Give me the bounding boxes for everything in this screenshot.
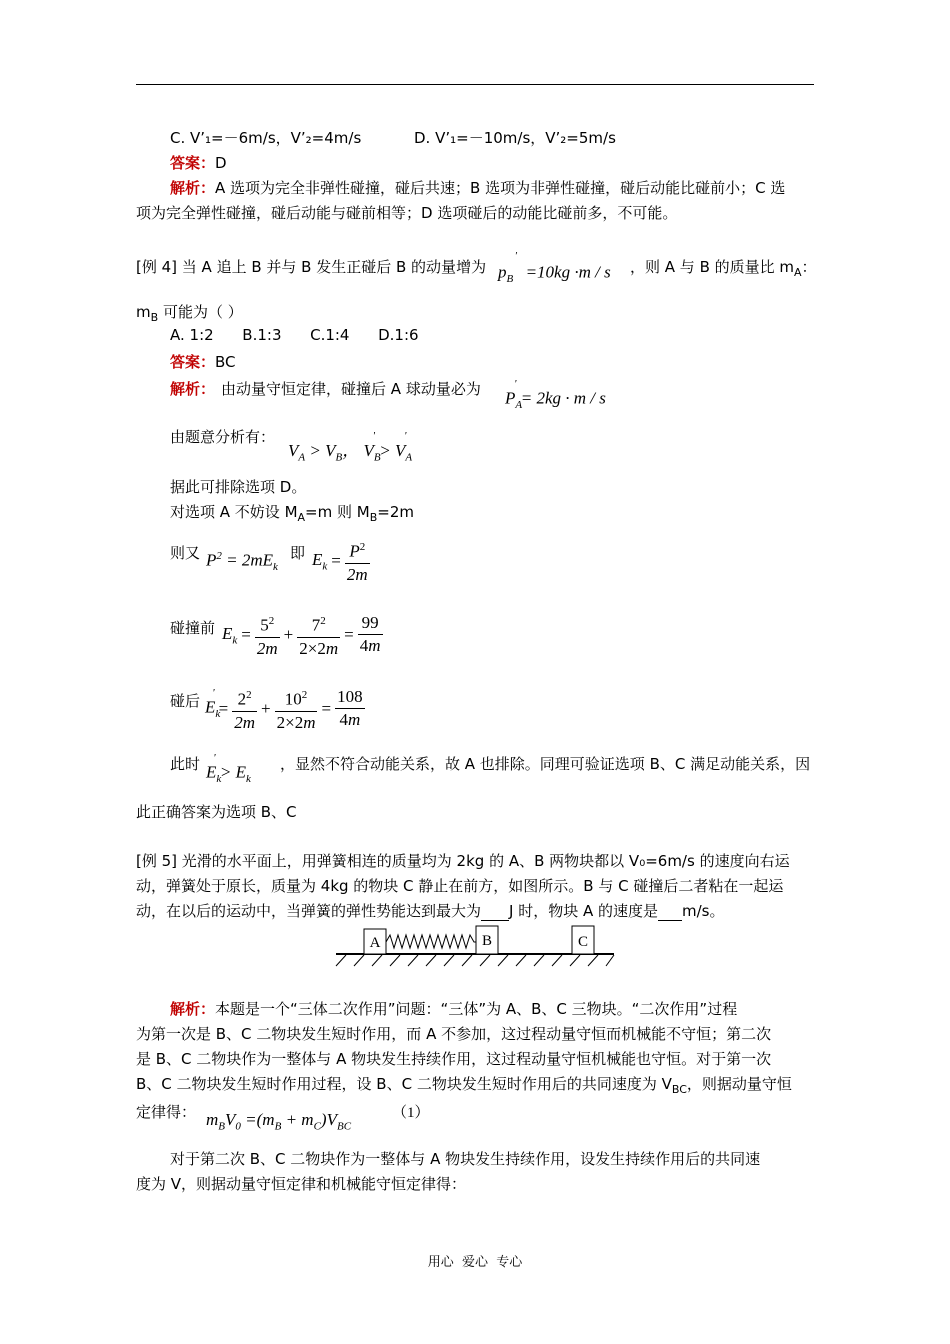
ex4-analysis: 解析： 由动量守恒定律，碰撞后 A 球动量必为 — [170, 380, 481, 398]
formula-ek: $E_k$ = $\frac{P^2}{2m}$ — [312, 536, 370, 586]
formula-pb-prime: $p_B$ ′ =10kg ·m / s — [498, 250, 611, 286]
ex5-analysis-line5: 定律得： — [136, 1103, 197, 1121]
ex4-final: 此正确答案为选项 B、C — [136, 803, 297, 821]
ex4-question-line2: $m_B$ 可能为（ ） — [136, 303, 243, 324]
equation-number: （1） — [392, 1105, 430, 1121]
ex4-before-label: 碰撞前 — [170, 619, 216, 637]
formula-pa-prime: $P_A' = 2kg \cdot m / s$ — [505, 378, 606, 412]
ex5-analysis-line1: 解析：本题是一个“三体二次作用”问题：“三体”为 A、B、C 三物块。“二次作用”过程 — [170, 1000, 738, 1018]
analysis-label: 解析： — [170, 1000, 216, 1018]
option-d: D. V’₁=－10m/s，V’₂=5m/s — [414, 129, 616, 147]
formula-ek-after: $E_k'$ = $\frac{2^2}{2m}$ + $\frac{10^2}{2\times 2m}$ = $\frac{108}{4m}$ — [205, 684, 365, 734]
ex3-answer — [170, 152, 227, 173]
ex4-ji-label: 即 — [290, 544, 306, 562]
ex3-analysis-line2: 项为完全弹性碰撞，碰后动能与碰前相等；D 选项碰后的动能比碰前多，不可能。 — [136, 204, 678, 222]
ex4-options: A. 1:2 B.1:3 C.1:4 D.1:6 — [170, 326, 419, 344]
ex5-analysis-line2: 为第一次是 B、C 二物块发生短时作用，而 A 不参加，这过程动量守恒而机械能不守恒；第二次 — [136, 1025, 772, 1043]
ex5-question-line2: 动，弹簧处于原长，质量为 4kg 的物块 C 静止在前方，如图所示。B 与 C 碰撞后二者粘在一起运 — [136, 877, 784, 895]
answer-value: D — [215, 154, 227, 172]
analysis-label: 解析： — [170, 380, 216, 398]
analysis-label: 解析： — [170, 179, 216, 197]
answer-blank[interactable] — [658, 902, 682, 921]
answer-label: 答案： — [170, 154, 216, 172]
ex4-assume: 对选项 A 不妨设 $M_A=m$ 则 $M_B=2m$ — [170, 503, 414, 524]
ex4-after-label: 碰后 — [170, 692, 201, 710]
ex4-exclude: 据此可排除选项 D。 — [170, 478, 307, 496]
ex4-now: 此时 — [170, 755, 201, 773]
formula-ek-compare: $E_k' > E_k$ — [206, 752, 251, 786]
block-b-label: B — [481, 933, 493, 949]
block-spring-diagram — [330, 920, 620, 980]
analysis-text: A 选项为完全非弹性碰撞，碰后共速；B 选项为非弹性碰撞，碰后动能比碰前小；C 选 — [215, 179, 786, 197]
spring — [386, 935, 476, 948]
option-c: C. V’₁=－6m/s，V’₂=4m/s — [170, 129, 362, 147]
ex5-second-line1: 对于第二次 B、C 二物块作为一整体与 A 物块发生持续作用，设发生持续作用后的共同速 — [170, 1150, 761, 1168]
page-footer: 用心 爱心 专心 — [427, 1255, 523, 1270]
answer-value: BC — [215, 353, 236, 371]
answer-blank[interactable] — [481, 902, 509, 921]
block-a-label: A — [369, 935, 381, 951]
ex4-answer — [170, 351, 236, 372]
formula-p-squared: $P^2 = 2mE_k$ — [206, 550, 278, 574]
ex3-analysis-line1 — [170, 177, 785, 198]
formula-velocity-relation: $V_A > V_B$， $V_B' > V_A'$ — [288, 430, 413, 464]
ex5-analysis-line3: 是 B、C 二物块作为一整体与 A 物块发生持续作用，这过程动量守恒机械能也守恒。对于第一次 — [136, 1050, 772, 1068]
ex5-question-line3: 动，在以后的运动中，当弹簧的弹性势能达到最大为 J 时，物块 A 的速度是 m/s。 — [136, 902, 725, 920]
ex5-second-line2: 度为 V，则据动量守恒定律和机械能守恒定律得： — [136, 1175, 467, 1193]
formula-momentum-bc: $m_BV_0 =(m_B + m_C)V_{BC}$ — [206, 1110, 352, 1133]
header-rule — [136, 84, 814, 85]
ex4-again-label: 则又 — [170, 544, 201, 562]
answer-label: 答案： — [170, 353, 216, 371]
ex4-known: 由题意分析有： — [170, 428, 276, 446]
ex5-analysis-line4: B、C 二物块发生短时作用过程，设 B、C 二物块发生短时作用后的共同速度为 $V_{BC}$，则据动量守恒 — [136, 1075, 792, 1096]
ex4-question-line1-end: ，则 A 与 B 的质量比 $m_A$： — [630, 258, 817, 279]
ex4-question-line1 — [136, 256, 486, 277]
ground-surface — [336, 954, 614, 966]
block-c-label: C — [577, 934, 589, 950]
question-text: [例 4] 当 A 追上 B 并与 B 发生正碰后 B 的动量增为 — [136, 258, 487, 276]
ex4-now-rest: ，显然不符合动能关系，故 A 也排除。同理可验证选项 B、C 满足动能关系，因 — [280, 755, 811, 773]
ex5-question-line1: [例 5] 光滑的水平面上，用弹簧相连的质量均为 2kg 的 A、B 两物块都以 V₀=6m/s 的速度向右运 — [136, 852, 790, 870]
formula-ek-before: $E_k$ = $\frac{5^2}{2m}$ + $\frac{7^2}{2\times 2m}$ = $\frac{99}{4m}$ — [222, 610, 383, 660]
